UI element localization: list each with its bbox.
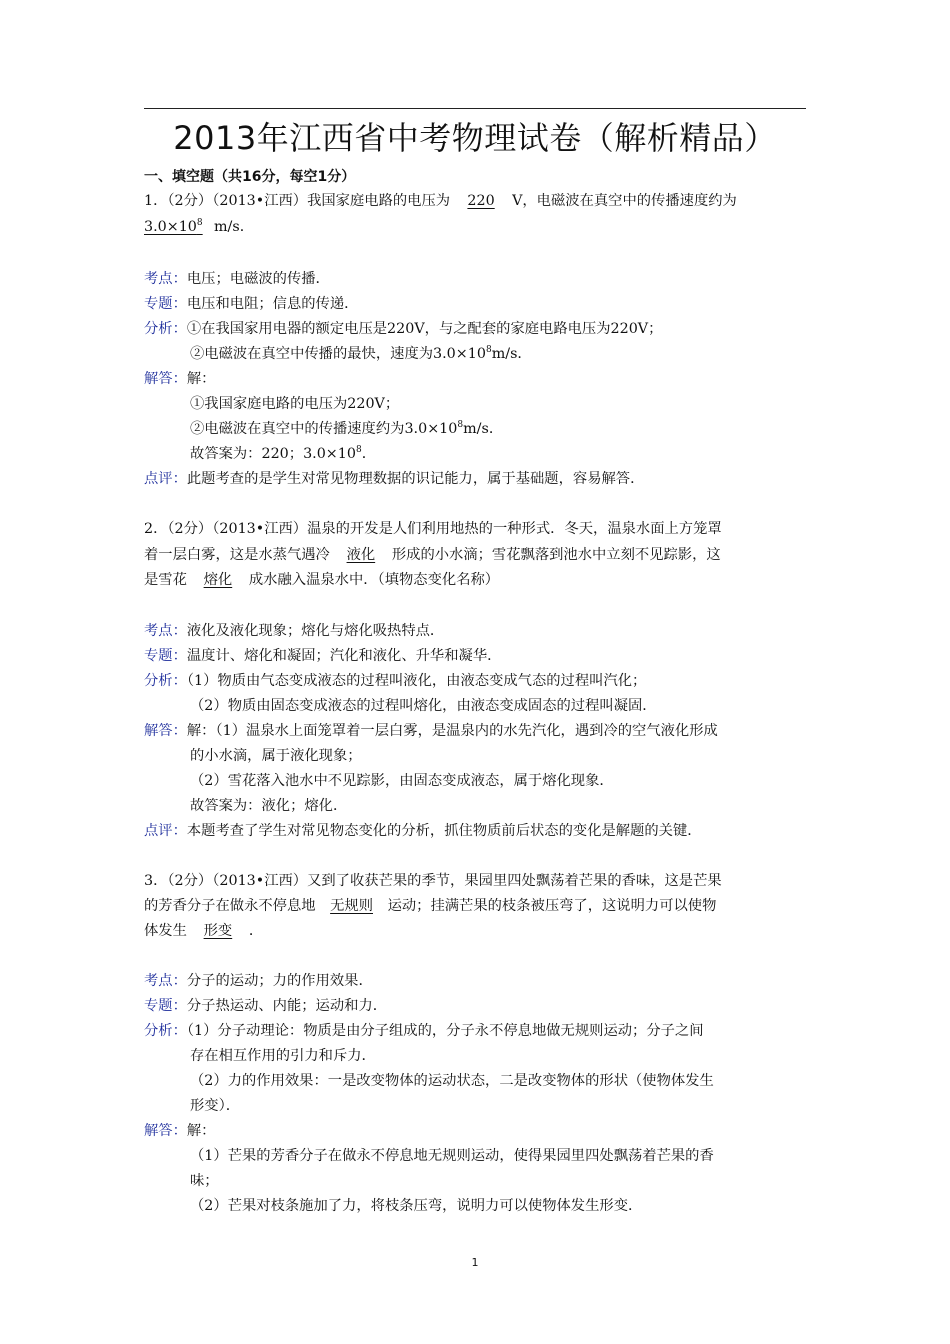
q3-text: 的芳香分子在做永不停息地 [144,898,316,914]
q3-kaodian [144,970,373,992]
label-zhuanti: 专题： [144,998,187,1014]
q3-jieda [144,1120,215,1142]
q3-text: 运动；挂满芒果的枝条被压弯了，这说明力可以使物 [387,898,717,914]
label-dianping: 点评： [144,823,187,839]
q1-fenxi-2-text: ②电磁波在真空中传播的最快，速度为3.0×10 [190,346,486,362]
q1-fenxi-2 [190,343,532,365]
label-zhuanti: 专题： [144,296,187,312]
q1-line-2 [144,216,254,238]
q3-jieda-1: （1）芒果的芳香分子在做永不停息地无规则运动，使得果园里四处飘荡着芒果的香 [190,1148,714,1164]
q1-jieda-3-text: 故答案为：220；3.0×10 [190,446,356,462]
page-title: 2013年江西省中考物理试卷（解析精品） [173,119,777,157]
q3-jieda-3: （2）芒果对枝条施加了力，将枝条压弯，说明力可以使物体发生形变． [190,1198,643,1214]
label-fenxi: 分析： [144,321,187,337]
q2-jieda-4: 故答案为：液化；熔化． [190,798,348,814]
q1-jieda-3-tail: ． [361,446,377,462]
section-heading: 一、填空题（共16分，每空1分） [144,169,356,185]
q1-zhuanti [144,293,358,315]
q1-blank-2-base: 3.0×10 [144,219,197,235]
q1-jieda-2-tail: m/s． [463,421,504,437]
q1-jieda-2-text: ②电磁波在真空中的传播速度约为3.0×10 [190,421,458,437]
label-jieda: 解答： [144,371,187,387]
q2-dianping [144,820,702,842]
q1-fenxi-1: ①在我国家用电器的额定电压是220V，与之配套的家庭电路电压为220V； [186,321,663,337]
q2-text: 着一层白雾，这是水蒸气遇冷 [144,547,330,563]
q3-answer-blank-1: 无规则 [330,898,373,914]
q3-line-2 [144,895,716,917]
q3-text: ． [248,923,264,939]
q2-kaodian [144,620,444,642]
q1-jieda-3 [190,443,376,465]
q2-text: 形成的小水滴；雪花飘落到池水中立刻不见踪影，这 [391,547,721,563]
q2-kaodian-text: 液化及液化现象；熔化与熔化吸热特点． [186,623,445,639]
q3-fenxi-2: 存在相互作用的引力和斥力． [190,1048,376,1064]
label-kaodian: 考点： [144,973,187,989]
label-jieda: 解答： [144,723,187,739]
q2-jieda [144,720,718,742]
q3-fenxi [144,1020,704,1042]
label-kaodian: 考点： [144,623,187,639]
q2-jieda-3: （2）雪花落入池水中不见踪影，由固态变成液态，属于熔化现象． [190,773,614,789]
q1-text: m/s． [214,219,255,235]
q1-jieda-0: 解： [186,371,216,387]
q1-answer-blank-2 [144,216,214,238]
q2-fenxi-1: （1）物质由气态变成液态的过程叫液化，由液态变成气态的过程叫汽化； [186,673,647,689]
label-fenxi: 分析： [144,1023,187,1039]
q2-answer-blank-1: 液化 [346,547,376,563]
q2-line-2 [144,544,721,566]
q1-fenxi-2-exp: 8 [485,345,492,355]
q2-zhuanti [144,645,501,667]
q2-text: 是雪花 [144,572,187,588]
q1-text: V，电磁波在真空中的传播速度约为 [512,193,737,209]
q2-dianping-text: 本题考查了学生对常见物态变化的分析，抓住物质前后状态的变化是解题的关键． [186,823,702,839]
q3-fenxi-4: 形变）． [190,1098,241,1114]
header-rule [144,108,806,109]
page-number: 1 [471,1256,479,1269]
q1-jieda-1: ①我国家庭电路的电压为220V； [190,396,400,412]
q1-jieda-2 [190,418,503,440]
q1-blank-2-exp: 8 [196,218,203,228]
q3-fenxi-1: （1）分子动理论：物质是由分子组成的，分子永不停息地做无规则运动；分子之间 [186,1023,704,1039]
q1-jieda [144,368,215,390]
q3-text: 体发生 [144,923,187,939]
q2-fenxi-2: （2）物质由固态变成液态的过程叫熔化，由液态变成固态的过程叫凝固． [190,698,657,714]
q1-zhuanti-text: 电压和电阻；信息的传递． [186,296,359,312]
label-dianping: 点评： [144,471,187,487]
q3-kaodian-text: 分子的运动；力的作用效果． [186,973,373,989]
q1-fenxi [144,318,662,340]
q2-zhuanti-text: 温度计、熔化和凝固；汽化和液化、升华和凝华． [186,648,502,664]
label-zhuanti: 专题： [144,648,187,664]
q1-answer-blank-1: 220 [467,193,495,209]
q1-line-1 [144,190,737,212]
q1-kaodian [144,268,330,290]
q1-text: 1．（2分）（2013•江西）我国家庭电路的电压为 [144,193,451,209]
q3-line-1: 3．（2分）（2013•江西）又到了收获芒果的季节，果园里四处飘荡着芒果的香味，这是芒果 [144,873,722,889]
q3-jieda-0: 解： [186,1123,216,1139]
q3-line-3 [144,920,263,942]
q1-kaodian-text: 电压；电磁波的传播． [186,271,330,287]
q2-fenxi [144,670,646,692]
q3-jieda-2: 味； [190,1173,219,1189]
q2-answer-blank-2: 熔化 [203,572,233,588]
label-jieda: 解答： [144,1123,187,1139]
label-kaodian: 考点： [144,271,187,287]
q3-zhuanti-text: 分子热运动、内能；运动和力． [186,998,388,1014]
q3-fenxi-3: （2）力的作用效果：一是改变物体的运动状态，二是改变物体的形状（使物体发生 [190,1073,714,1089]
q2-line-3 [144,569,499,591]
q1-dianping [144,468,644,490]
q1-jieda-2-exp: 8 [457,420,464,430]
q2-jieda-1: 解：（1）温泉水上面笼罩着一层白雾，是温泉内的水先汽化，遇到冷的空气液化形成 [186,723,718,739]
q1-fenxi-2-tail: m/s． [491,346,532,362]
q2-text: 成水融入温泉水中．（填物态变化名称） [248,572,500,588]
q1-jieda-3-exp: 8 [355,445,362,455]
q3-zhuanti [144,995,387,1017]
q2-jieda-2: 的小水滴，属于液化现象； [190,748,362,764]
q3-answer-blank-2: 形变 [203,923,233,939]
label-fenxi: 分析： [144,673,187,689]
q1-dianping-text: 此题考查的是学生对常见物理数据的识记能力，属于基础题，容易解答． [186,471,645,487]
q2-line-1: 2．（2分）（2013•江西）温泉的开发是人们利用地热的一种形式．冬天，温泉水面上方笼罩 [144,521,722,537]
